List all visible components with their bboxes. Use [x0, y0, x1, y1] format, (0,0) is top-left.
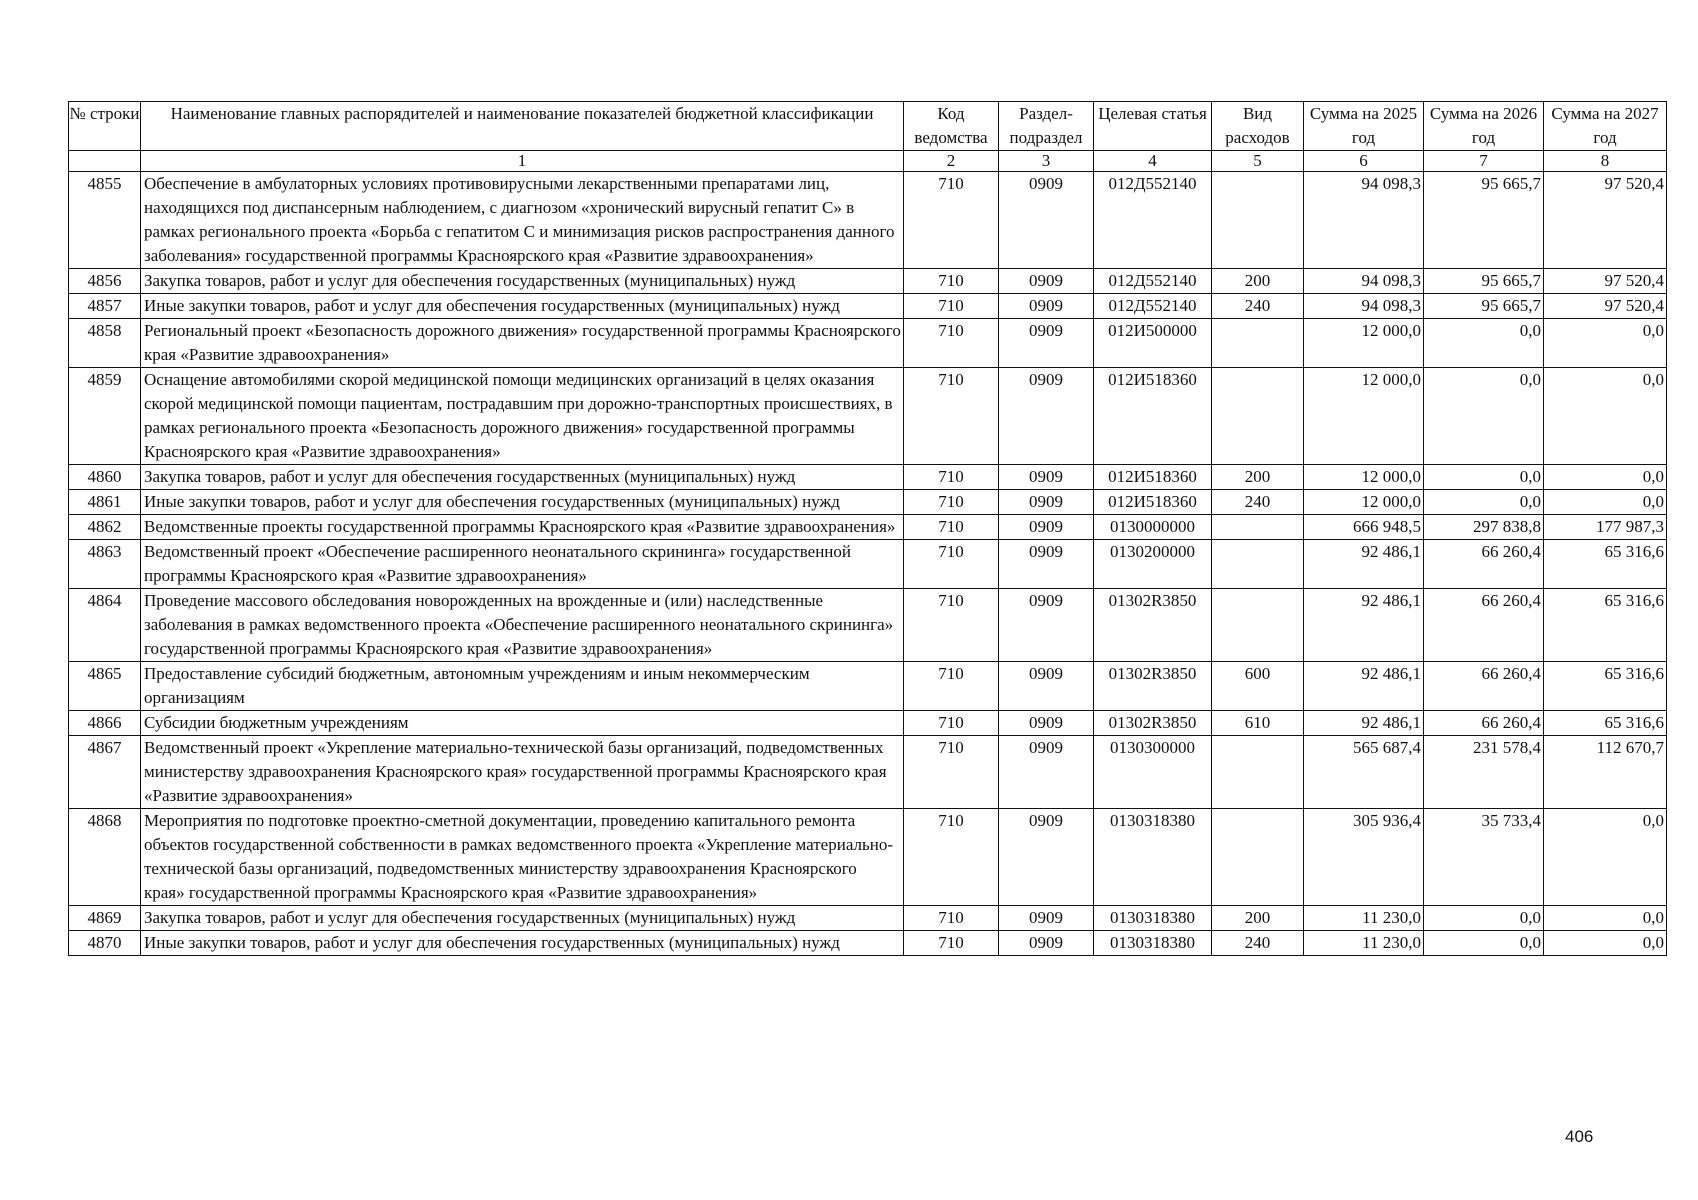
table-row — [69, 490, 1667, 515]
sum-2025: 92 486,1 — [1304, 540, 1424, 589]
table-row — [69, 931, 1667, 956]
sum-2025: 92 486,1 — [1304, 589, 1424, 662]
expense-type: 240 — [1212, 931, 1304, 956]
sum-2027: 65 316,6 — [1544, 540, 1667, 589]
target-article: 012И518360 — [1094, 465, 1212, 490]
sum-2027: 0,0 — [1544, 368, 1667, 465]
expense-type: 240 — [1212, 294, 1304, 319]
sum-2027: 97 520,4 — [1544, 172, 1667, 269]
sum-2026: 0,0 — [1424, 906, 1544, 931]
sum-2025: 12 000,0 — [1304, 490, 1424, 515]
column-number: 5 — [1212, 151, 1304, 172]
sum-2027: 0,0 — [1544, 809, 1667, 906]
sum-2025: 565 687,4 — [1304, 736, 1424, 809]
page-number: 406 — [1565, 1127, 1594, 1146]
sum-2026: 231 578,4 — [1424, 736, 1544, 809]
section-code: 0909 — [999, 294, 1094, 319]
row-name: Оснащение автомобилями скорой медицинской помощи медицинских организаций в целях оказания скорой медицинской помощи пациентам, пострадавшим при дорожно-транспортных происшествиях, в рамках регионального проекта «Безопасность дорожного движения» государственной программы Красноярского края «Развитие здравоохранения» — [141, 368, 904, 465]
table-row — [69, 736, 1667, 809]
column-number: 1 — [141, 151, 904, 172]
section-code: 0909 — [999, 515, 1094, 540]
sum-2027: 0,0 — [1544, 931, 1667, 956]
sum-2025: 92 486,1 — [1304, 711, 1424, 736]
header-row — [69, 102, 1667, 151]
expense-type: 610 — [1212, 711, 1304, 736]
header-sum-2027: Сумма на 2027 год — [1544, 102, 1667, 151]
ministry-code: 710 — [904, 465, 999, 490]
section-code: 0909 — [999, 906, 1094, 931]
target-article: 0130318380 — [1094, 931, 1212, 956]
row-number: 4866 — [69, 711, 141, 736]
target-article: 01302R3850 — [1094, 589, 1212, 662]
target-article: 012И518360 — [1094, 368, 1212, 465]
expense-type — [1212, 319, 1304, 368]
table-row — [69, 906, 1667, 931]
column-number: 2 — [904, 151, 999, 172]
sum-2027: 0,0 — [1544, 319, 1667, 368]
ministry-code: 710 — [904, 294, 999, 319]
target-article: 0130318380 — [1094, 809, 1212, 906]
column-number-blank — [69, 151, 141, 172]
sum-2026: 66 260,4 — [1424, 711, 1544, 736]
sum-2026: 297 838,8 — [1424, 515, 1544, 540]
sum-2025: 666 948,5 — [1304, 515, 1424, 540]
target-article: 01302R3850 — [1094, 662, 1212, 711]
section-code: 0909 — [999, 465, 1094, 490]
expense-type — [1212, 736, 1304, 809]
row-name: Мероприятия по подготовке проектно-сметной документации, проведению капитального ремонта объектов государственной собственности в рамках ведомственного проекта «Укрепление материально-технической базы организаций, подведомственных министерству здравоохранения Красноярского края» государственной программы Красноярского края «Развитие здравоохранения» — [141, 809, 904, 906]
row-number: 4856 — [69, 269, 141, 294]
header-name: Наименование главных распорядителей и наименование показателей бюджетной классификации — [141, 102, 904, 151]
budget-table — [68, 101, 1667, 956]
sum-2026: 0,0 — [1424, 931, 1544, 956]
sum-2026: 66 260,4 — [1424, 540, 1544, 589]
sum-2026: 95 665,7 — [1424, 269, 1544, 294]
table-row — [69, 319, 1667, 368]
sum-2027: 97 520,4 — [1544, 294, 1667, 319]
row-number: 4860 — [69, 465, 141, 490]
ministry-code: 710 — [904, 515, 999, 540]
table-row — [69, 662, 1667, 711]
table-row — [69, 172, 1667, 269]
ministry-code: 710 — [904, 906, 999, 931]
section-code: 0909 — [999, 172, 1094, 269]
target-article: 012Д552140 — [1094, 294, 1212, 319]
section-code: 0909 — [999, 490, 1094, 515]
sum-2025: 12 000,0 — [1304, 368, 1424, 465]
row-number: 4862 — [69, 515, 141, 540]
row-name: Ведомственный проект «Обеспечение расширенного неонатального скрининга» государственной программы Красноярского края «Развитие здравоохранения» — [141, 540, 904, 589]
ministry-code: 710 — [904, 269, 999, 294]
section-code: 0909 — [999, 589, 1094, 662]
target-article: 012Д552140 — [1094, 269, 1212, 294]
row-number: 4859 — [69, 368, 141, 465]
row-name: Закупка товаров, работ и услуг для обеспечения государственных (муниципальных) нужд — [141, 465, 904, 490]
table-row — [69, 589, 1667, 662]
sum-2026: 95 665,7 — [1424, 172, 1544, 269]
row-number: 4870 — [69, 931, 141, 956]
sum-2027: 0,0 — [1544, 490, 1667, 515]
ministry-code: 710 — [904, 172, 999, 269]
target-article: 01302R3850 — [1094, 711, 1212, 736]
target-article: 0130000000 — [1094, 515, 1212, 540]
section-code: 0909 — [999, 809, 1094, 906]
row-number: 4865 — [69, 662, 141, 711]
expense-type: 240 — [1212, 490, 1304, 515]
section-code: 0909 — [999, 368, 1094, 465]
ministry-code: 710 — [904, 711, 999, 736]
section-code: 0909 — [999, 540, 1094, 589]
sum-2025: 11 230,0 — [1304, 931, 1424, 956]
table-row — [69, 269, 1667, 294]
section-code: 0909 — [999, 662, 1094, 711]
sum-2026: 66 260,4 — [1424, 662, 1544, 711]
ministry-code: 710 — [904, 931, 999, 956]
sum-2026: 0,0 — [1424, 319, 1544, 368]
header-sum-2026: Сумма на 2026 год — [1424, 102, 1544, 151]
sum-2027: 65 316,6 — [1544, 662, 1667, 711]
row-number: 4867 — [69, 736, 141, 809]
row-name: Закупка товаров, работ и услуг для обеспечения государственных (муниципальных) нужд — [141, 269, 904, 294]
expense-type — [1212, 368, 1304, 465]
column-number: 3 — [999, 151, 1094, 172]
sum-2025: 94 098,3 — [1304, 294, 1424, 319]
expense-type: 200 — [1212, 906, 1304, 931]
header-row-number: № строки — [69, 102, 141, 151]
sum-2025: 12 000,0 — [1304, 319, 1424, 368]
target-article: 0130318380 — [1094, 906, 1212, 931]
table-row — [69, 294, 1667, 319]
sum-2025: 12 000,0 — [1304, 465, 1424, 490]
ministry-code: 710 — [904, 368, 999, 465]
sum-2025: 92 486,1 — [1304, 662, 1424, 711]
ministry-code: 710 — [904, 809, 999, 906]
row-number: 4855 — [69, 172, 141, 269]
column-number: 8 — [1544, 151, 1667, 172]
sum-2025: 11 230,0 — [1304, 906, 1424, 931]
table-row — [69, 540, 1667, 589]
ministry-code: 710 — [904, 736, 999, 809]
column-number: 4 — [1094, 151, 1212, 172]
row-name: Ведомственный проект «Укрепление материально-технической базы организаций, подведомственных министерству здравоохранения Красноярского края» государственной программы Красноярского края «Развитие здравоохранения» — [141, 736, 904, 809]
ministry-code: 710 — [904, 589, 999, 662]
header-expense-type: Вид расходов — [1212, 102, 1304, 151]
section-code: 0909 — [999, 711, 1094, 736]
header-section: Раздел-подраздел — [999, 102, 1094, 151]
ministry-code: 710 — [904, 540, 999, 589]
row-name: Закупка товаров, работ и услуг для обеспечения государственных (муниципальных) нужд — [141, 906, 904, 931]
sum-2025: 94 098,3 — [1304, 172, 1424, 269]
header-sum-2025: Сумма на 2025 год — [1304, 102, 1424, 151]
column-number: 7 — [1424, 151, 1544, 172]
row-name: Региональный проект «Безопасность дорожного движения» государственной программы Красноярского края «Развитие здравоохранения» — [141, 319, 904, 368]
sum-2025: 94 098,3 — [1304, 269, 1424, 294]
table-row — [69, 809, 1667, 906]
row-name: Ведомственные проекты государственной программы Красноярского края «Развитие здравоохранения» — [141, 515, 904, 540]
sum-2027: 65 316,6 — [1544, 711, 1667, 736]
ministry-code: 710 — [904, 319, 999, 368]
row-name: Иные закупки товаров, работ и услуг для обеспечения государственных (муниципальных) нужд — [141, 931, 904, 956]
table-row — [69, 515, 1667, 540]
table-row — [69, 465, 1667, 490]
sum-2026: 0,0 — [1424, 490, 1544, 515]
sum-2027: 0,0 — [1544, 465, 1667, 490]
table-row — [69, 368, 1667, 465]
sum-2025: 305 936,4 — [1304, 809, 1424, 906]
table-body — [69, 172, 1667, 956]
expense-type — [1212, 809, 1304, 906]
section-code: 0909 — [999, 736, 1094, 809]
expense-type — [1212, 172, 1304, 269]
target-article: 0130200000 — [1094, 540, 1212, 589]
row-number: 4863 — [69, 540, 141, 589]
target-article: 012И518360 — [1094, 490, 1212, 515]
sum-2027: 177 987,3 — [1544, 515, 1667, 540]
row-name: Иные закупки товаров, работ и услуг для обеспечения государственных (муниципальных) нужд — [141, 490, 904, 515]
section-code: 0909 — [999, 319, 1094, 368]
expense-type — [1212, 540, 1304, 589]
row-number: 4864 — [69, 589, 141, 662]
row-number: 4858 — [69, 319, 141, 368]
sum-2027: 0,0 — [1544, 906, 1667, 931]
sum-2027: 65 316,6 — [1544, 589, 1667, 662]
header-ministry-code: Код ведомства — [904, 102, 999, 151]
ministry-code: 710 — [904, 490, 999, 515]
row-number: 4868 — [69, 809, 141, 906]
section-code: 0909 — [999, 931, 1094, 956]
sum-2026: 95 665,7 — [1424, 294, 1544, 319]
sum-2026: 35 733,4 — [1424, 809, 1544, 906]
row-name: Проведение массового обследования новорожденных на врожденные и (или) наследственные заболевания в рамках ведомственного проекта «Обеспечение расширенного неонатального скрининга» государственной программы Красноярского края «Развитие здравоохранения» — [141, 589, 904, 662]
expense-type: 200 — [1212, 465, 1304, 490]
expense-type — [1212, 515, 1304, 540]
column-numbering-row — [69, 151, 1667, 172]
expense-type — [1212, 589, 1304, 662]
row-name: Предоставление субсидий бюджетным, автономным учреждениям и иным некоммерческим организациям — [141, 662, 904, 711]
sum-2026: 66 260,4 — [1424, 589, 1544, 662]
sum-2027: 112 670,7 — [1544, 736, 1667, 809]
row-number: 4861 — [69, 490, 141, 515]
row-name: Иные закупки товаров, работ и услуг для обеспечения государственных (муниципальных) нужд — [141, 294, 904, 319]
table-row — [69, 711, 1667, 736]
sum-2027: 97 520,4 — [1544, 269, 1667, 294]
sum-2026: 0,0 — [1424, 465, 1544, 490]
target-article: 012Д552140 — [1094, 172, 1212, 269]
ministry-code: 710 — [904, 662, 999, 711]
row-number: 4857 — [69, 294, 141, 319]
row-number: 4869 — [69, 906, 141, 931]
expense-type: 200 — [1212, 269, 1304, 294]
header-target-article: Целевая статья — [1094, 102, 1212, 151]
sum-2026: 0,0 — [1424, 368, 1544, 465]
column-number: 6 — [1304, 151, 1424, 172]
row-name: Обеспечение в амбулаторных условиях противовирусными лекарственными препаратами лиц, находящихся под диспансерным наблюдением, с диагнозом «хронический вирусный гепатит С» в рамках регионального проекта «Борьба с гепатитом С и минимизация рисков распространения данного заболевания» государственной программы Красноярского края «Развитие здравоохранения» — [141, 172, 904, 269]
expense-type: 600 — [1212, 662, 1304, 711]
target-article: 012И500000 — [1094, 319, 1212, 368]
section-code: 0909 — [999, 269, 1094, 294]
target-article: 0130300000 — [1094, 736, 1212, 809]
row-name: Субсидии бюджетным учреждениям — [141, 711, 904, 736]
